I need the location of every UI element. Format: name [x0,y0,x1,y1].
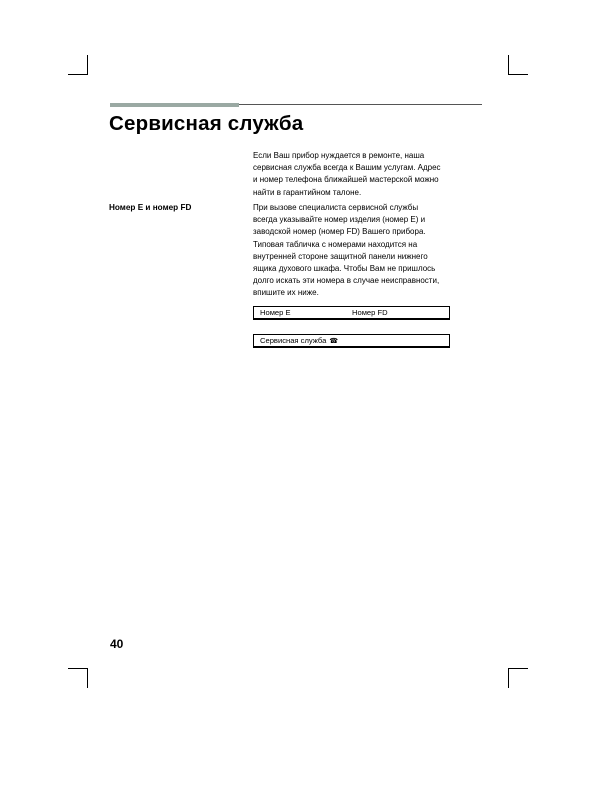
crop-mark-bottom-left-v [87,668,88,688]
e-number-label: Номер E [260,308,291,317]
numbers-line: При вызове специалиста сервисной службы [253,203,419,212]
service-label: Сервисная служба [260,336,327,345]
numbers-line: заводской номер (номер FD) Вашего прибора. [253,227,426,237]
numbers-line: внутренней стороне защитной панели нижнего [253,251,428,261]
intro-line: найти в гарантийном талоне. [253,187,362,197]
header-thin-rule [239,104,482,105]
page-number: 40 [110,637,124,651]
numbers-line: Типовая табличка с номерами находится на [253,239,418,249]
service-phone-field[interactable] [253,334,450,348]
numbers-line: всегда указывайте номер изделия (номер E) и [253,215,426,225]
crop-mark-top-right-v [508,55,509,75]
header-accent-rule [110,103,239,107]
crop-mark-bottom-right-h [508,668,528,669]
crop-mark-bottom-right-v [508,668,509,688]
numbers-line: впишите их ниже. [253,288,319,298]
service-label-wrap [260,335,338,348]
crop-mark-top-left-h [68,74,88,75]
numbers-section-label: Номер E и номер FD [109,203,192,212]
section-title: Сервисная служба [109,112,304,135]
fd-number-label: Номер FD [352,308,388,317]
intro-line: Если Ваш прибор нуждается в ремонте, наша [253,151,425,160]
crop-mark-bottom-left-h [68,668,88,669]
numbers-line: долго искать эти номера в случае неисправности, [253,276,440,286]
intro-line: сервисная служба всегда к Вашим услугам. Адрес [253,163,441,173]
e-fd-number-field[interactable] [253,306,450,320]
crop-mark-top-right-h [508,74,528,75]
numbers-line: ящика духового шкафа. Чтобы Вам не пришлось [253,264,436,274]
numbers-paragraph [253,202,485,300]
intro-paragraph [253,150,485,199]
intro-line: и номер телефона ближайшей мастерской можно [253,175,439,185]
phone-icon: ☎ [329,338,339,345]
crop-mark-top-left-v [87,55,88,75]
